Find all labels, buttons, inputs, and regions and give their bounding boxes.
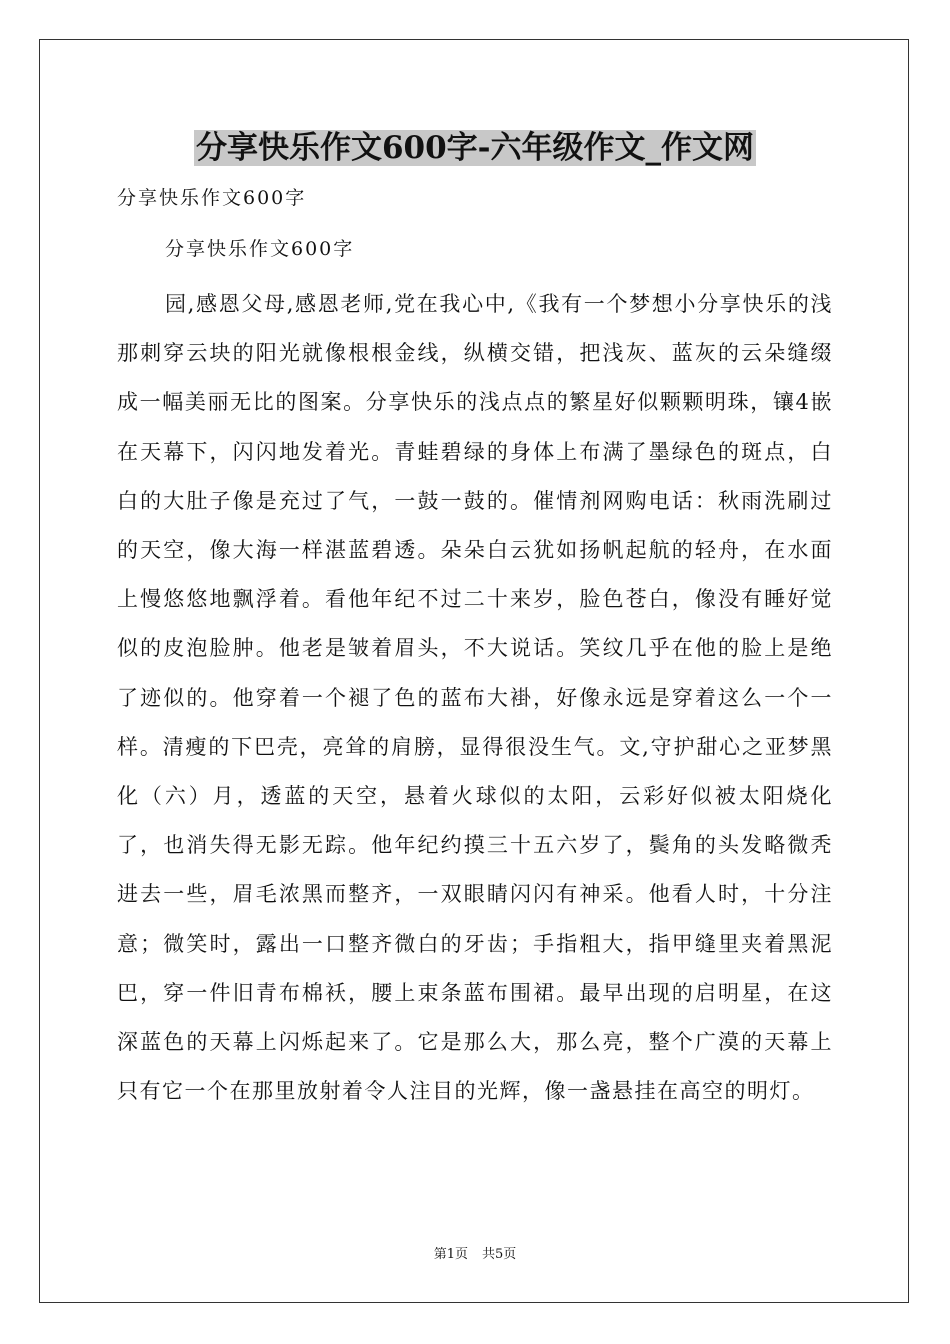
body-paragraph: 园,感恩父母,感恩老师,党在我心中,《我有一个梦想小分享快乐的浅那刺穿云块的阳光就像根根金线，纵横交错，把浅灰、蓝灰的云朵缝缀成一幅美丽无比的图案。分享快乐的浅点点的繁星好似颗颗明珠，镶4嵌在天幕下，闪闪地发着光。青蛙碧绿的身体上布满了墨绿色的斑点，白白的大肚子像是充过了气，一鼓一鼓的。催情剂网购电话：秋雨洗刷过的天空，像大海一样湛蓝碧透。朵朵白云犹如扬帆起航的轻舟，在水面上慢悠悠地飘浮着。看他年纪不过二十来岁，脸色苍白，像没有睡好觉似的皮泡脸肿。他老是皱着眉头，不大说话。笑纹几乎在他的脸上是绝了迹似的。他穿着一个褪了色的蓝布大褂，好像永远是穿着这么一个一样。清瘦的下巴壳，亮耸的肩膀，显得很没生气。文,守护甜心之亚梦黑化（六）月，透蓝的天空，悬着火球似的太阳，云彩好似被太阳烧化了，也消失得无影无踪。他年纪约摸三十五六岁了，鬓角的头发略微秃进去一些，眉毛浓黑而整齐，一双眼睛闪闪有神采。他看人时，十分注意；微笑时，露出一口整齐微白的牙齿；手指粗大，指甲缝里夹着黑泥巴，穿一件旧青布棉袄，腰上束条蓝布围裙。最早出现的启明星，在这深蓝色的天幕上闪烁起来了。它是那么大，那么亮，整个广漠的天幕上只有它一个在那里放射着令人注目的光辉，像一盏悬挂在高空的明灯。 [117, 292, 833, 1104]
page-number-current: 第1页 [433, 1247, 468, 1262]
document-title-text: 分享快乐作文600字-六年级作文_作文网 [195, 130, 755, 166]
section-heading: 分享快乐作文600字 [165, 238, 355, 260]
document-subtitle: 分享快乐作文600字 [117, 187, 307, 209]
page-footer [0, 1245, 950, 1265]
page-number-total: 共5页 [482, 1247, 517, 1262]
document-title [0, 126, 950, 170]
